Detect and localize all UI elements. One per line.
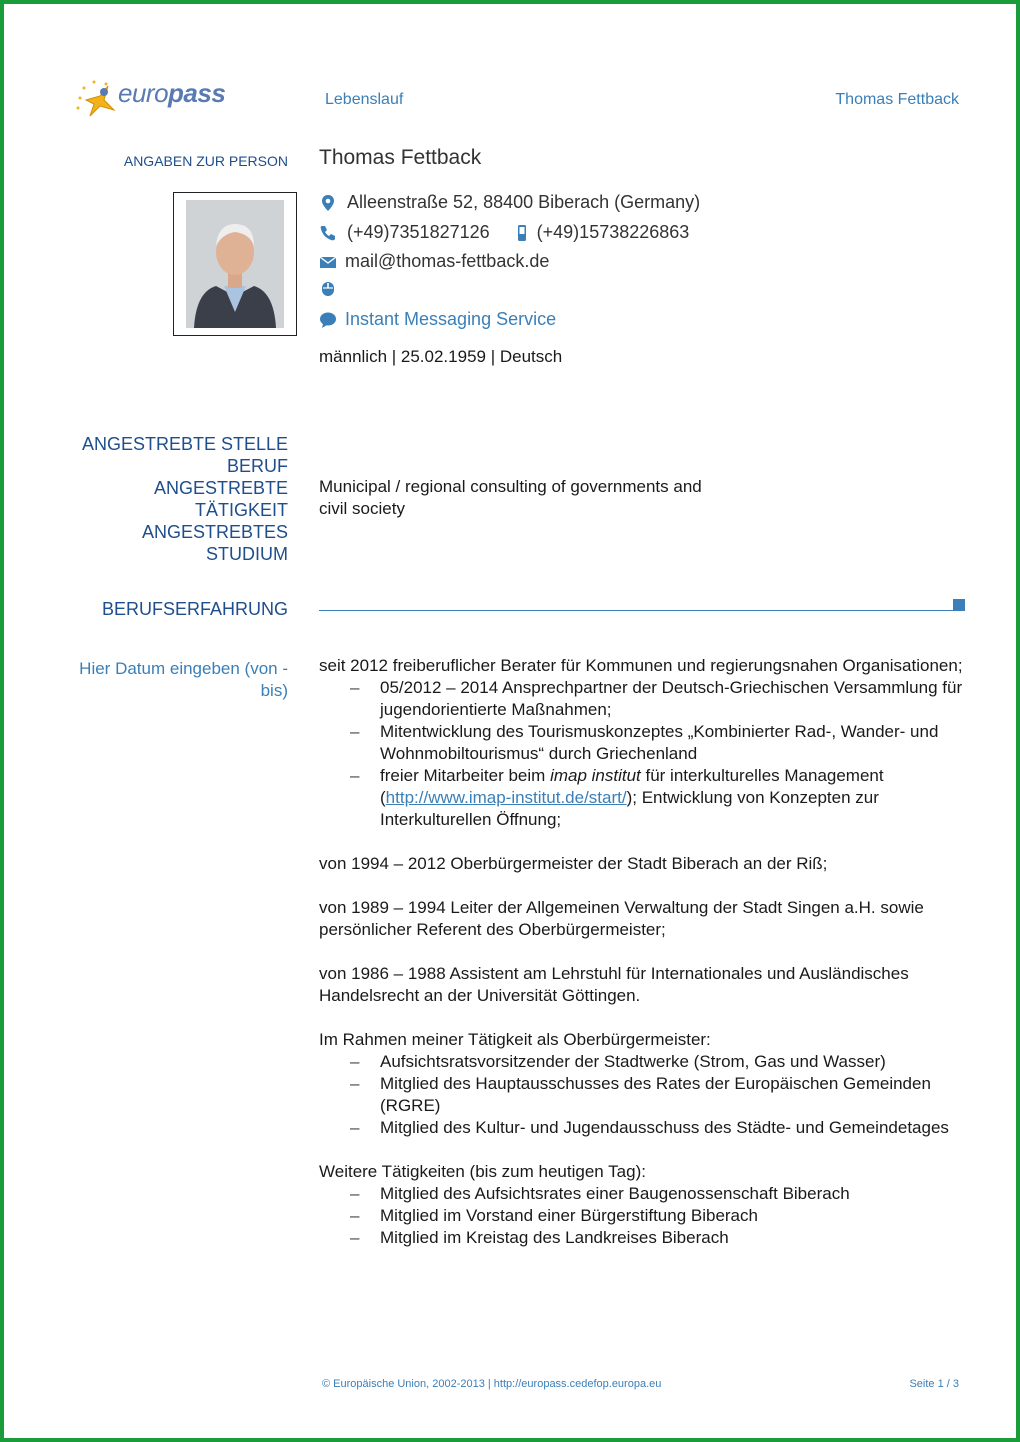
address-text: Alleenstraße 52, 88400 Biberach (Germany) [347, 192, 701, 212]
europass-star-icon [74, 78, 122, 122]
list-item: – Mitentwicklung des Tourismuskonzeptes „Kombinierter Rad-, Wander- und Wohnmobiltourismus“ durch Griechenland [319, 721, 969, 765]
logo-text-pass: pass [168, 78, 226, 108]
phone-row [319, 222, 689, 243]
bullet3-mid: für interkulturelles Management ( [380, 766, 884, 807]
target-text [319, 476, 702, 520]
email-row [319, 251, 549, 272]
list-item: – 05/2012 – 2014 Ansprechpartner der Deutsch-Griechischen Versammlung für jugendorientierte Maßnahmen; [319, 677, 969, 721]
target-label-line: ANGESTREBTES [141, 522, 288, 542]
date-label-line-2: bis) [260, 681, 288, 700]
experience-list-2 [319, 1051, 969, 1139]
profile-photo [173, 192, 297, 336]
list-item: – Mitglied des Hauptausschusses des Rates der Europäischen Gemeinden (RGRE) [319, 1073, 969, 1117]
experience-paragraph: von 1989 – 1994 Leiter der Allgemeinen Verwaltung der Stadt Singen a.H. sowie persönlicher Referent des Oberbürgermeister; [319, 898, 924, 939]
target-label-line: BERUF [226, 456, 288, 476]
section-divider-square [953, 599, 965, 611]
experience-paragraph: Weitere Tätigkeiten (bis zum heutigen Tag): [319, 1162, 646, 1181]
experience-paragraph: Im Rahmen meiner Tätigkeit als Oberbürgermeister: [319, 1030, 711, 1049]
list-item: – Mitglied im Kreistag des Landkreises Biberach [319, 1227, 969, 1249]
portrait-image [186, 200, 284, 328]
im-text[interactable]: Instant Messaging Service [345, 309, 557, 329]
section-divider [319, 610, 955, 611]
date-label-line-1: Hier Datum eingeben (von - [79, 659, 288, 678]
footer-copyright: © Europäische Union, 2002-2013 | http://europass.cedefop.europa.eu [322, 1378, 662, 1390]
target-label-line: ANGESTREBTE [153, 478, 288, 498]
target-text-line-1: Municipal / regional consulting of governments and [319, 477, 702, 496]
phone-icon [319, 224, 337, 242]
email-text[interactable]: mail@thomas-fettback.de [345, 251, 550, 271]
experience-list-3 [319, 1183, 969, 1249]
list-item: – Mitglied im Vorstand einer Bürgerstiftung Biberach [319, 1205, 969, 1227]
experience-body [319, 655, 969, 1249]
logo-text-euro: euro [118, 78, 169, 108]
bullet3-pre: freier Mitarbeiter beim [380, 766, 551, 785]
personal-details: männlich | 25.02.1959 | Deutsch [319, 347, 563, 366]
experience-list-1 [319, 677, 969, 831]
im-row [319, 309, 556, 330]
person-name: Thomas Fettback [319, 146, 482, 169]
target-label-line: STUDIUM [206, 544, 288, 564]
bullet3-em: imap institut [550, 766, 641, 785]
document-type: Lebenslauf [325, 91, 404, 108]
address-row [319, 192, 700, 213]
website-row [319, 280, 347, 298]
email-icon [319, 253, 337, 271]
section-label-target [82, 433, 288, 565]
target-label-line: ANGESTREBTE STELLE [81, 434, 288, 454]
location-pin-icon [319, 194, 337, 212]
bullet3-post: ); Entwicklung von Konzepten zur Interkulturellen Öffnung; [380, 788, 879, 829]
experience-paragraph: von 1994 – 2012 Oberbürgermeister der Stadt Biberach an der Riß; [319, 854, 828, 873]
phone-text[interactable]: (+49)7351827126 [347, 222, 490, 242]
list-item: – Mitglied des Kultur- und Jugendausschuss des Städte- und Gemeindetages [319, 1117, 969, 1139]
section-label-person: ANGABEN ZUR PERSON [123, 153, 288, 169]
experience-intro: seit 2012 freiberuflicher Berater für Kommunen und regierungsnahen Organisationen; [319, 656, 963, 675]
target-text-line-2: civil society [319, 499, 405, 518]
date-label[interactable] [79, 658, 288, 702]
list-item: – Mitglied des Aufsichtsrates einer Baugenossenschaft Biberach [319, 1183, 969, 1205]
target-label-line: TÄTIGKEIT [194, 500, 288, 520]
list-item: – Aufsichtsratsvorsitzender der Stadtwerke (Strom, Gas und Wasser) [319, 1051, 969, 1073]
header-name: Thomas Fettback [835, 91, 959, 108]
chat-bubble-icon [319, 311, 337, 329]
mouse-icon [319, 280, 337, 298]
footer-page-number: Seite 1 / 3 [909, 1378, 959, 1390]
list-item [319, 765, 969, 831]
section-label-experience: BERUFSERFAHRUNG [101, 599, 288, 619]
mobile-phone-icon [513, 224, 531, 242]
mobile-text[interactable]: (+49)15738226863 [536, 222, 690, 242]
imap-link[interactable]: http://www.imap-institut.de/start/ [385, 788, 627, 807]
experience-paragraph: von 1986 – 1988 Assistent am Lehrstuhl für Internationales und Ausländisches Handelsrecht an der Universität Göttingen. [319, 964, 909, 1005]
europass-logo [74, 78, 226, 118]
